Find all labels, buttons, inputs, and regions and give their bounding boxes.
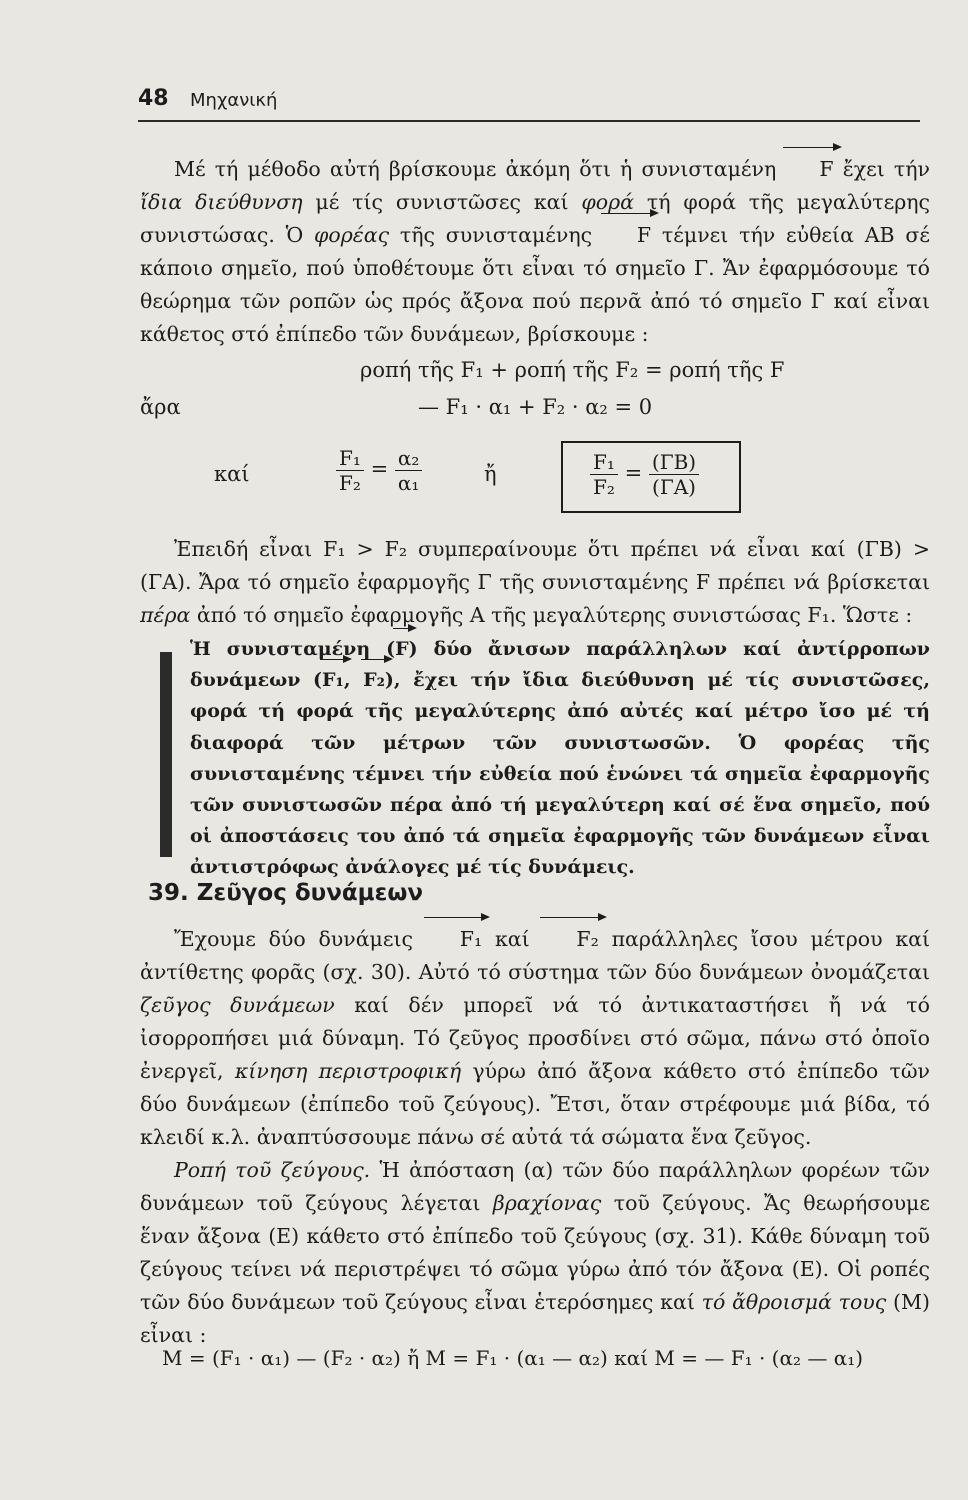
ratio-equation: $\frac{\text{F₁}}{\text{F₂}}$ = $\frac{\text{α₂}}{\text{α₁}}$ bbox=[336, 446, 422, 495]
fraction: $\frac{\text{F₁}}{\text{F₂}}$ bbox=[336, 446, 364, 495]
vector-F1: F₁ bbox=[322, 665, 344, 696]
vector-F: F bbox=[785, 153, 833, 186]
equation-moments: ροπή τῆς F₁ + ροπή τῆς F₂ = ροπή τῆς F bbox=[360, 358, 785, 382]
fraction: $\frac{(\Gamma B)}{(\Gamma A)}$ bbox=[649, 450, 699, 499]
page-header bbox=[138, 84, 920, 122]
page-number: 48 bbox=[138, 86, 169, 111]
fraction: $\frac{\text{α₂}}{\text{α₁}}$ bbox=[395, 446, 423, 495]
vector-F2: F₂ bbox=[363, 665, 385, 696]
couple-moment-equation: Μ = (F₁ · α₁) — (F₂ · α₂) ἤ Μ = F₁ · (α₁ — α₂) καί Μ = — F₁ · (α₂ — α₁) bbox=[162, 1346, 864, 1370]
conclusion-paragraph: Ἐπειδή εἶναι F₁ > F₂ συμπεραίνουμε ὅτι πρέπει νά εἶναι καί (ΓΒ) > (ΓΑ). Ἄρα τό σημεῖο ἐφαρμογῆς Γ τῆς συνισταμένης F πρέπει νά βρίσκεται πέρα ἀπό τό σημεῖο ἐφαρμογῆς Α τῆς μεγαλύτερης συνιστώσας F₁. Ὥστε : bbox=[140, 537, 930, 627]
vector-F: F bbox=[395, 634, 409, 665]
section-paragraph-couple: Ἔχουμε δύο δυνάμεις F₁ καί F₂ παράλληλες ἴσου μέτρου καί ἀντίθετης φορᾶς (σχ. 30). Αὐτό τό σύστημα τῶν δύο δυνάμεων ὀνομάζεται ζεῦγος δυνάμεων καί δέν μπορεῖ νά τό ἀντικαταστήσει ἤ νά τό ἰσορροπήσει μιά δύναμη. Τό ζεῦγος προσδίνει στό σῶμα, πάνω στό ὁποῖο ἐνεργεῖ, κίνηση περιστροφική γύρω ἀπό ἄξονα κάθετο στό ἐπίπεδο τῶν δύο δυνάμεων (ἐπίπεδο τοῦ ζεύγους). Ἔτσι, ὅταν στρέφουμε μιά βίδα, τό κλειδί κ.λ. ἀναπτύσσουμε πάνω σέ αὐτά τά σώματα ἕνα ζεῦγος. Ροπή τοῦ ζεύγους. Ἡ ἀπόσταση (α) τῶν δύο παράλληλων φορέων τῶν δυνάμεων τοῦ ζεύγους λέγεται βραχίονας τοῦ ζεύγους. Ἄς θεωρήσουμε ἕναν ἄξονα (Ε) κάθετο στό ἐπίπεδο τοῦ ζεύγους (σχ. 31). Κάθε δύναμη τοῦ ζεύγους τείνει νά περιστρέψει τό σῶμα γύρω ἀπό τόν ἄξονα (Ε). Οἱ ροπές τῶν δύο δυνάμεων τοῦ ζεύγους εἶναι ἑτερόσημες καί τό ἄθροισμά τους (Μ) εἶναι : bbox=[140, 923, 930, 1352]
section-heading: 39. Ζεῦγος δυνάμεων bbox=[148, 880, 424, 906]
equation-sum: — F₁ · α₁ + F₂ · α₂ = 0 bbox=[418, 395, 653, 419]
intro-paragraph: Μέ τή μέθοδο αὐτή βρίσκουμε ἀκόμη ὅτι ἡ συνισταμένη F ἔχει τήν ἴδια διεύθυνση μέ τίς συνιστῶσες καί φορά τή φορά τῆς μεγαλύτερης συνιστώσας. Ὁ φορέας τῆς συνισταμένης F τέμνει τήν εὐθεία ΑΒ σέ κάποιο σημεῖο, πού ὑποθέτουμε ὅτι εἶναι τό σημεῖο Γ. Ἄν ἐφαρμόσουμε τό θεώρημα τῶν ροπῶν ὡς πρός ἄξονα πού περνᾶ ἀπό τό σημεῖο Γ καί εἶναι κάθετος στό ἐπίπεδο τῶν δυνάμεων, βρίσκουμε : bbox=[140, 153, 930, 351]
vector-F2: F₂ bbox=[542, 923, 598, 956]
vector-F: F bbox=[603, 219, 651, 252]
equation-label-ara: ἄρα bbox=[140, 395, 181, 419]
boxed-ratio: $\frac{\text{F₁}}{\text{F₂}}$ = $\frac{(\Gamma B)}{(\Gamma A)}$ bbox=[590, 450, 699, 499]
rule-marker-bar bbox=[160, 652, 172, 857]
vector-F1: F₁ bbox=[426, 923, 482, 956]
equation-label-kai: καί bbox=[214, 462, 250, 486]
equation-or: ἤ bbox=[484, 462, 497, 486]
running-title: Μηχανική bbox=[190, 90, 278, 111]
fraction: $\frac{\text{F₁}}{\text{F₂}}$ bbox=[590, 450, 618, 499]
rule-statement: Ἡ συνισταμένη (F) δύο ἄνισων παράλληλων καί ἀντίρροπων δυνάμεων (F₁, F₂), ἔχει τήν ἴδια διεύθυνση μέ τίς συνιστῶσες, φορά τή φορά τῆς μεγαλύτερης ἀπό αὐτές καί μέτρο ἴσο μέ τή διαφορά τῶν μέτρων τῶν συνιστωσῶν. Ὁ φορέας τῆς συνισταμένης τέμνει τήν εὐθεία πού ἑνώνει τά σημεῖα ἐφαρμογῆς τῶν συνιστωσῶν πέρα ἀπό τή μεγαλύτερη καί σέ ἕνα σημεῖο, πού οἱ ἀποστάσεις του ἀπό τά σημεῖα ἐφαρμογῆς τῶν δυνάμεων εἶναι ἀντιστρόφως ἀνάλογες μέ τίς δυνάμεις. bbox=[190, 634, 930, 884]
